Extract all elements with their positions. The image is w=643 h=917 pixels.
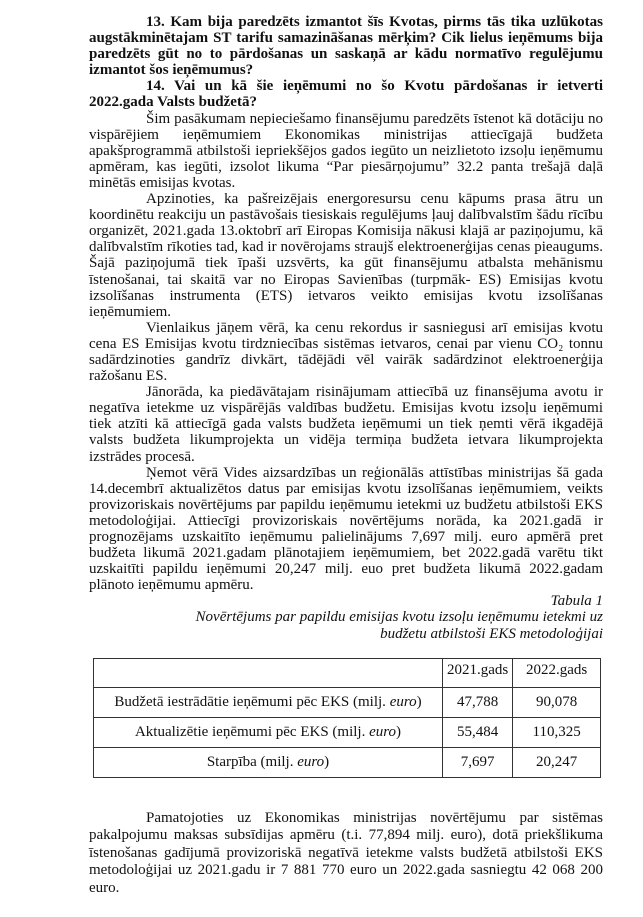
value-2021: 7,697 bbox=[443, 747, 513, 777]
document-body bbox=[89, 14, 603, 642]
paragraph: Vienlaikus jāņem vērā, ka cenu rekordus ir sasniegusi arī emisijas kvotu cena ES Emisijas kvotu tirdzniecības sistēmas ietvaros, cenai par vienu CO₂ tonnu sadārdzinoties gandrīz divkārt, tādējādi vēl vairāk sadārdzinot elektroenerģija ražošanu ES. bbox=[89, 319, 603, 385]
value-2022: 90,078 bbox=[513, 687, 601, 717]
table-label: Tabula 1 bbox=[550, 593, 603, 610]
table-caption: Novērtējums par papildu emisijas kvotu izsoļu ieņēmumu ietekmi uz budžetu atbilstoši EKS metodoloģijai bbox=[195, 609, 603, 642]
table-row bbox=[94, 687, 601, 717]
row-label: Budžetā iestrādātie ieņēmumi pēc EKS (milj. euro) bbox=[94, 687, 443, 717]
row-label: Starpība (milj. euro) bbox=[94, 747, 443, 777]
table-header-row bbox=[94, 658, 601, 687]
table-row bbox=[94, 747, 601, 777]
paragraph: Jānorāda, ka piedāvātajam risinājumam attiecībā uz finansējuma avotu ir negatīva ietekme uz vispārējās valdības budžetu. Emisijas kvotu izsoļu ieņēmumi tiek atzīti kā attiecīgā gada valsts budžeta ieņēmumi un tiek ņemti vērā ikgadējā valsts budžeta likumprojekta un vidēja termiņa budžeta ietvara likumprojekta izstrādes procesā. bbox=[89, 384, 603, 465]
value-2021: 55,484 bbox=[443, 717, 513, 747]
question-14: 14. Vai un kā šie ieņēmumi no šo Kvotu pārdošanas ir ietverti 2022.gada Valsts budžetā? bbox=[89, 78, 603, 111]
value-2022: 20,247 bbox=[513, 747, 601, 777]
closing-paragraph: Pamatojoties uz Ekonomikas ministrijas novērtējumu par sistēmas pakalpojumu maksas subsīdijas apmēru (t.i. 77,894 milj. euro), dotā priekšlikuma īstenošanas gadījumā provizoriskā negatīvā ietekme valsts budžetā atbilstoši EKS metodoloģijai uz 2021.gadu ir 7 881 770 euro un 2022.gada sasniegtu 42 068 200 euro. bbox=[89, 809, 603, 896]
value-2021: 47,788 bbox=[443, 687, 513, 717]
paragraph: Ņemot vērā Vides aizsardzības un reģionālās attīstības ministrijas šā gada 14.decembrī aktualizētos datus par emisijas kvotu izsolīšanas ieņēmumiem, veikts provizoriskais novērtējums par papildu ieņēmumu ietekmi uz budžetu atbilstoši EKS metodoloģijai. Attiecīgi provizoriskais novērtējums norāda, ka 2021.gadā ir prognozējams uzskaitīto ieņēmumu palielinājums 7,697 milj. euro apmērā pret budžeta likumā 2021.gadam plānotajiem ieņēmumiem, bet 2022.gadā varētu tikt uzskaitīti papildu ieņēmumi 20,247 milj. euo pret budžeta likumā 2022.gadam plānoto ieņēmumu apmēru. bbox=[89, 464, 603, 594]
question-13: 13. Kam bija paredzēts izmantot šīs Kvotas, pirms tās tika uzlūkotas augstākminētajam ST tarifu samazināšanas mērķim? Cik lielus ieņēmums bija paredzēts gūt no to pārdošanas un saskaņā ar kādu normatīvo regulējumu izmantot šos ieņēmumus? bbox=[89, 14, 603, 79]
closing-section bbox=[89, 810, 603, 898]
estimate-table bbox=[93, 658, 601, 778]
value-2022: 110,325 bbox=[513, 717, 601, 747]
header-cell bbox=[94, 658, 443, 687]
paragraph: Šim pasākumam nepieciešamo finansējumu paredzēts īstenot kā dotāciju no vispārējiem ieņēmumiem Ekonomikas ministrijas attiecīgajā budžeta apakšprogrammā atbilstoši iepriekšējos gados iegūto un neizlietoto izsoļu ieņēmumu apmēram, kas iegūti, izsolot likuma “Par piesārņojumu” 32.2 panta trešajā daļā minētās emisijas kvotas. bbox=[89, 110, 603, 191]
paragraph: Apzinoties, ka pašreizējais energoresursu cenu kāpums prasa ātru un koordinētu reakciju un pastāvošais tiesiskais regulējums ļauj dalībvalstīm šādu rīcību organizēt, 2021.gada 13.oktobrī arī Eiropas Komisija nākusi klajā ar paziņojumu, kā dalībvalstīm rīkoties tad, kad ir novērojams straujš elektroenerģijas cenas pieaugums. Šajā paziņojumā tiek īpaši uzsvērts, ka gūt finansējumu atbalsta mehānismu īstenošanai, tai skaitā var no Eiropas Savienības (turpmāk- ES) Emisijas kvotu izsolīšanas instrumenta (ETS) ietvaros veikto emisijas kvotu izsolīšanas ieņēmumiem. bbox=[89, 191, 603, 320]
row-label: Aktualizētie ieņēmumi pēc EKS (milj. euro) bbox=[94, 717, 443, 747]
header-cell: 2021.gads bbox=[443, 658, 513, 687]
table-row bbox=[94, 717, 601, 747]
header-cell: 2022.gads bbox=[513, 658, 601, 687]
